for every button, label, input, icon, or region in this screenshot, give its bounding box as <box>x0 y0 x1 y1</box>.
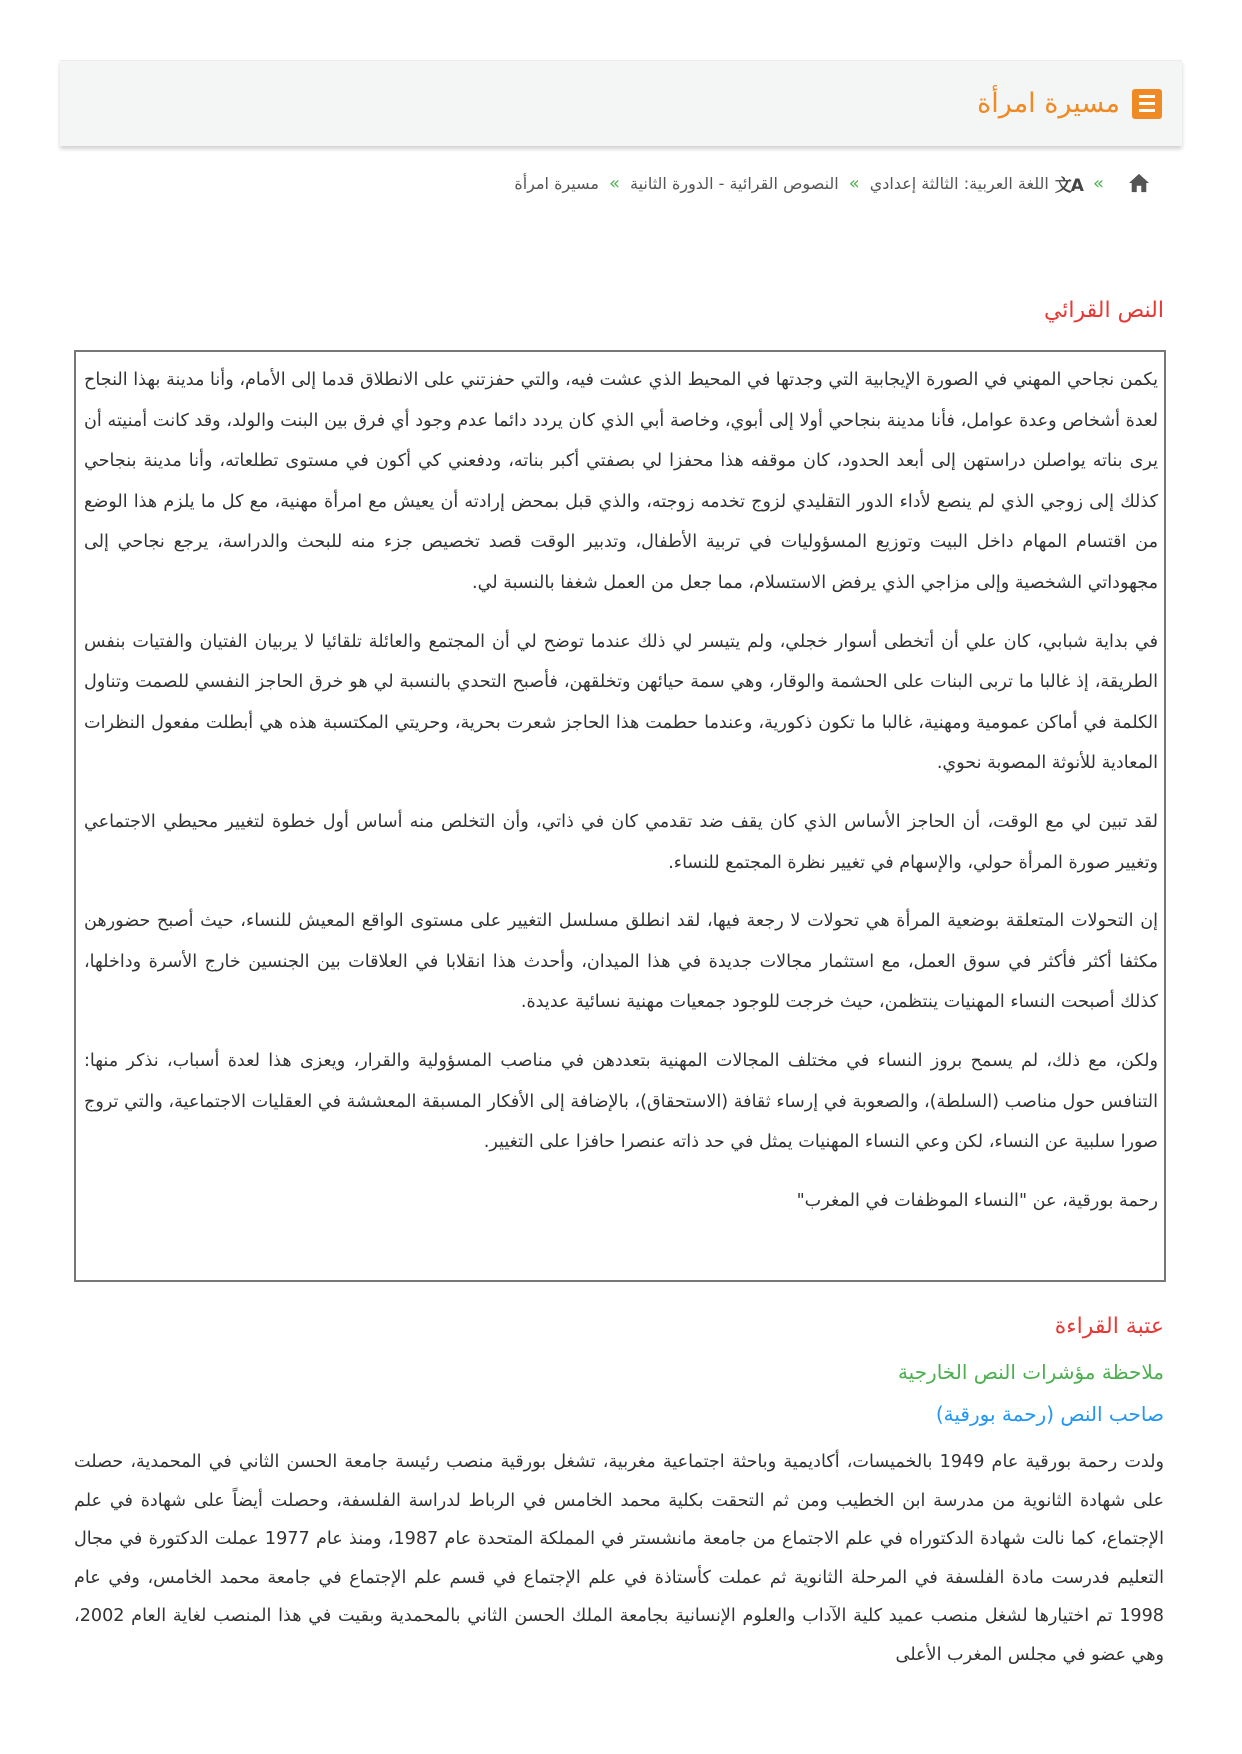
text-paragraph: يكمن نجاحي المهني في الصورة الإيجابية التي وجدتها في المحيط الذي عشت فيه، والتي حفزتني على الانطلاق قدما إلى الأمام، وأنا مدينة بهذا النجاح لعدة أشخاص وعدة عوامل، فأنا مدينة بنجاحي أولا إلى أبوي، وخاصة أبي الذي كان يردد دائما عدم وجود أي فرق بين البنت والولد، وقد كانت أمنيته أن يرى بناته يواصلن دراستهن إلى أبعد الحدود، كان موقفه هذا محفزا لي بصفتي أكبر بناته، ودفعني كي أكون في مستوى تطلعاته، وأنا مدينة بنجاحي كذلك إلى زوجي الذي لم ينصع لأداء الدور التقليدي لزوج تخدمه زوجته، والذي قبل بمحض إرادته أن يعيش مع امرأة مهنية، مع كل ما يلزم هذا الوضع من اقتسام المهام داخل البيت وتوزيع المسؤوليات في تربية الأطفال، وتدبير الوقت قصد تخصيص جزء منه للبحث والدراسة، يرجع نجاحي إلى مجهوداتي الشخصية وإلى مزاجي الذي يرفض الاستسلام، مما جعل من العمل شغفا بالنسبة لي. <box>84 370 1158 593</box>
author-label: صاحب النص (رحمة بورقية) <box>935 1402 1164 1426</box>
page-header <box>60 60 1182 146</box>
breadcrumb-item-section[interactable]: النصوص القرائية - الدورة الثانية <box>629 173 839 193</box>
text-paragraph: لقد تبين لي مع الوقت، أن الحاجز الأساس الذي كان يقف ضد تقدمي كان في ذاتي، وأن التخلص منه أساس أول خطوة لتغيير محيطي الاجتماعي وتغيير صورة المرأة حولي، والإسهام في تغيير نظرة المجتمع للنساء. <box>84 811 1158 873</box>
home-icon[interactable] <box>1128 173 1150 193</box>
page-title: مسيرة امرأة <box>977 88 1120 119</box>
text-paragraph: إن التحولات المتعلقة بوضعية المرأة هي تحولات لا رجعة فيها، لقد انطلق مسلسل التغيير على مستوى الواقع المعيش للنساء، حيث أصبح حضورهن مكثفا أكثر فأكثر في سوق العمل، مع استثمار مجالات جديدة في هذا الميدان، وأحدث هذا انقلابا في العلاقات بين الجنسين خارج الأسرة وداخلها، كذلك أصبحت النساء المهنيات ينتظمن، حيث خرجت للوجود جمعيات مهنية نسائية عديدة. <box>84 911 1158 1013</box>
external-indicators-subheading: ملاحظة مؤشرات النص الخارجية <box>897 1360 1164 1384</box>
breadcrumb-separator: » <box>608 172 620 194</box>
text-paragraph: في بداية شبابي، كان علي أن أتخطى أسوار خجلي، ولم يتيسر لي ذلك عندما توضح لي أن المجتمع والعائلة تلقائيا لا يربيان الفتيان والفتيات بنفس الطريقة، إذ غالبا ما تربى البنات على الحشمة والوقار، وهي سمة حيائهن وتخلقهن، فأصبح التحدي بالنسبة لي هو خرق الحاجز النفسي للصمت وتناول الكلمة في أماكن عمومية ومهنية، غالبا ما تكون ذكورية، وعندما حطمت هذا الحاجز شعرت بحرية، وحريتي المكتسبة هذه هي أبطلت مفعول النظرات المعادية للأنوثة المصوبة نحوي. <box>84 631 1158 774</box>
breadcrumb-item-current: مسيرة امرأة <box>514 173 599 193</box>
reading-text-heading: النص القرائي <box>1043 298 1164 323</box>
breadcrumb-separator: » <box>848 172 860 194</box>
breadcrumb <box>60 168 1150 198</box>
text-source: رحمة بورقية، عن "النساء الموظفات في المغرب" <box>796 1190 1158 1211</box>
document-icon <box>1132 89 1162 119</box>
reading-text-box <box>74 350 1166 1282</box>
text-paragraph: ولكن، مع ذلك، لم يسمح بروز النساء في مختلف المجالات المهنية بتعددهن في مناصب المسؤولية والقرار، ويعزى هذا لعدة أسباب، نذكر منها: التنافس حول مناصب (السلطة)، والصعوبة في إرساء ثقافة (الاستحقاق)، بالإضافة إلى الأفكار المسبقة المعششة في العقليات الاجتماعية، والتي تروج صورا سلبية عن النساء، لكن وعي النساء المهنيات يمثل في حد ذاته عنصرا حافزا على التغيير. <box>84 1050 1158 1153</box>
translate-icon: 文A <box>1054 175 1083 196</box>
breadcrumb-separator: » <box>1092 172 1104 194</box>
breadcrumb-item-subject[interactable]: اللغة العربية: الثالثة إعدادي <box>869 173 1049 193</box>
reading-threshold-heading: عتبة القراءة <box>1054 1314 1164 1339</box>
author-bio: ولدت رحمة بورقية عام 1949 بالخميسات، أكاديمية وباحثة اجتماعية مغربية، تشغل بورقية منصب رئيسة جامعة الحسن الثاني في المحمدية، حصلت على شهادة الثانوية من مدرسة ابن الخطيب ومن ثم التحقت بكلية محمد الخامس في الرباط لدراسة الفلسفة، وحصلت أيضاً على شهادة في علم الإجتماع، كما نالت شهادة الدكتوراه في علم الاجتماع من جامعة مانشستر في المملكة المتحدة عام 1987، ومنذ عام 1977 عملت الدكتورة في مجال التعليم فدرست مادة الفلسفة في المرحلة الثانوية ثم عملت كأستاذة في علم الإجتماع في قسم علم الإجتماع في جامعة محمد الخامس، وفي عام 1998 تم اختيارها لشغل منصب عميد كلية الآداب والعلوم الإنسانية بجامعة الملك الحسن الثاني بالمحمدية وبقيت في هذا المنصب لغاية العام 2002، وهي عضو في مجلس المغرب الأعلى <box>74 1452 1164 1665</box>
